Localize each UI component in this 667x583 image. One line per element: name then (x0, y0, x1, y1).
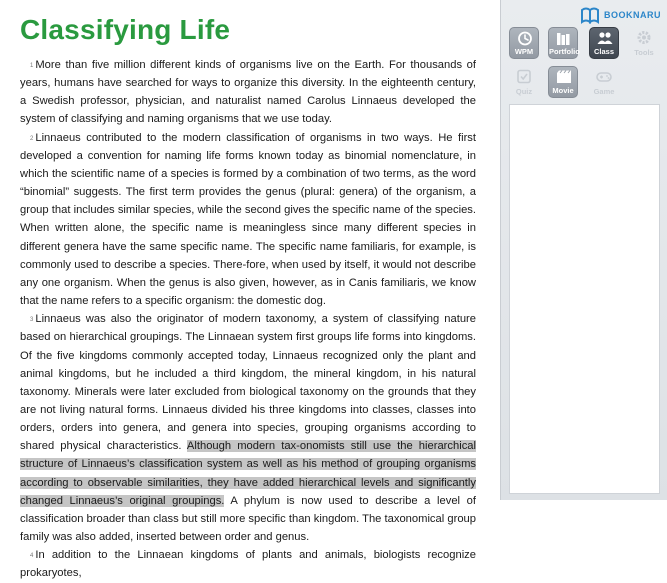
film-icon (556, 70, 572, 85)
brand (580, 6, 661, 24)
paragraph-text: In addition to the Linnaean kingdoms of plants and animals, biologists recognize prokaryotes, (20, 549, 476, 580)
article-body (20, 56, 476, 583)
paragraph-1 (20, 56, 476, 129)
wpm-button[interactable] (509, 27, 539, 59)
portfolio-label: Portfolio (549, 47, 580, 56)
gear-icon (636, 30, 652, 45)
tools-label: Tools (634, 48, 654, 57)
books-icon (556, 31, 572, 46)
article-title: Classifying Life (20, 14, 231, 45)
panel-content-area (509, 104, 660, 494)
quiz-button[interactable] (509, 66, 539, 98)
clock-icon (517, 31, 533, 46)
paragraph-3 (20, 310, 476, 546)
wpm-label: WPM (514, 47, 534, 56)
quiz-label: Quiz (515, 87, 533, 96)
gamepad-icon (596, 69, 612, 84)
booknaru-logo-icon (580, 6, 600, 24)
game-label: Game (593, 87, 615, 96)
paragraph-number: 2 (30, 135, 34, 142)
tools-button[interactable] (629, 27, 659, 59)
game-button[interactable] (589, 66, 619, 98)
highlighted-text[interactable]: Although modern tax-onomists still use the hierarchical structure of Linnaeus’s classification system as well as his method of grouping organisms according to observable similarities, they have added hierarchical levels and significantly changed Linnaeus’s original groupings. (20, 440, 476, 507)
paragraph-text: Linnaeus was also the originator of modern taxonomy, a system of classifying nature based on hierarchical groupings. The Linnaean system first groups life forms into kingdoms. Of the five kingdoms commonly accepted today, Linnaeus recognized only the plant and animal kingdoms, but he included a third kingdom, the mineral kingdom, in his natural taxonomy. Minerals were later excluded from biological taxonomy on the grounds that they are not living natural forms. Linnaeus divided his three kingdoms into classes, classes into orders, orders into genera, and genera into species, grouping organisms according to shared physical characteristics. (20, 313, 476, 453)
paragraph-number: 4 (30, 553, 34, 560)
paragraph-2 (20, 129, 476, 311)
paragraph-text: A phylum is now used to describe a level of classification broader than class but still more specific than kingdom. The taxonomical group family was also added, inserted between order and genus. (20, 494, 476, 544)
movie-label: Movie (552, 86, 574, 95)
class-label: Class (593, 47, 614, 56)
paragraph-text: Linnaeus contributed to the modern classification of organisms in two ways. He first developed a convention for naming life forms known today as binomial nomenclature, in which the scientific name of a species is formed by a combination of two terms, as the word “binomial” suggests. The first term provides the genus (plural: genera) of the organism, a group that includes similar species, while the second gives the specific name of the species. When written alone, the specific name is meaningless since many different species in different genera have the same specific name. The specific name familiaris, for example, is commonly used to describe a species. There-fore, when used by itself, it would not describe any one organism. When the genus is also given, however, as in Canis familiaris, we know that the name refers to a specific organism: the domestic dog. (20, 131, 476, 308)
paragraph-number: 3 (30, 317, 34, 324)
movie-button[interactable] (548, 66, 578, 98)
brand-name: BOOKNARU (604, 10, 661, 20)
paragraph-number: 1 (30, 63, 34, 69)
people-icon (597, 31, 613, 46)
class-button[interactable] (589, 27, 619, 59)
quiz-icon (516, 69, 532, 84)
paragraph-4 (20, 546, 476, 582)
portfolio-button[interactable] (548, 27, 578, 59)
paragraph-text: More than five million different kinds of organisms live on the Earth. For thousands of years, humans have searched for ways to organize this diversity. In the eighteenth century, a Swedish professor, physician, and naturalist named Carolus Linnaeus developed the system of classifying and naming organisms that we use today. (20, 59, 476, 126)
